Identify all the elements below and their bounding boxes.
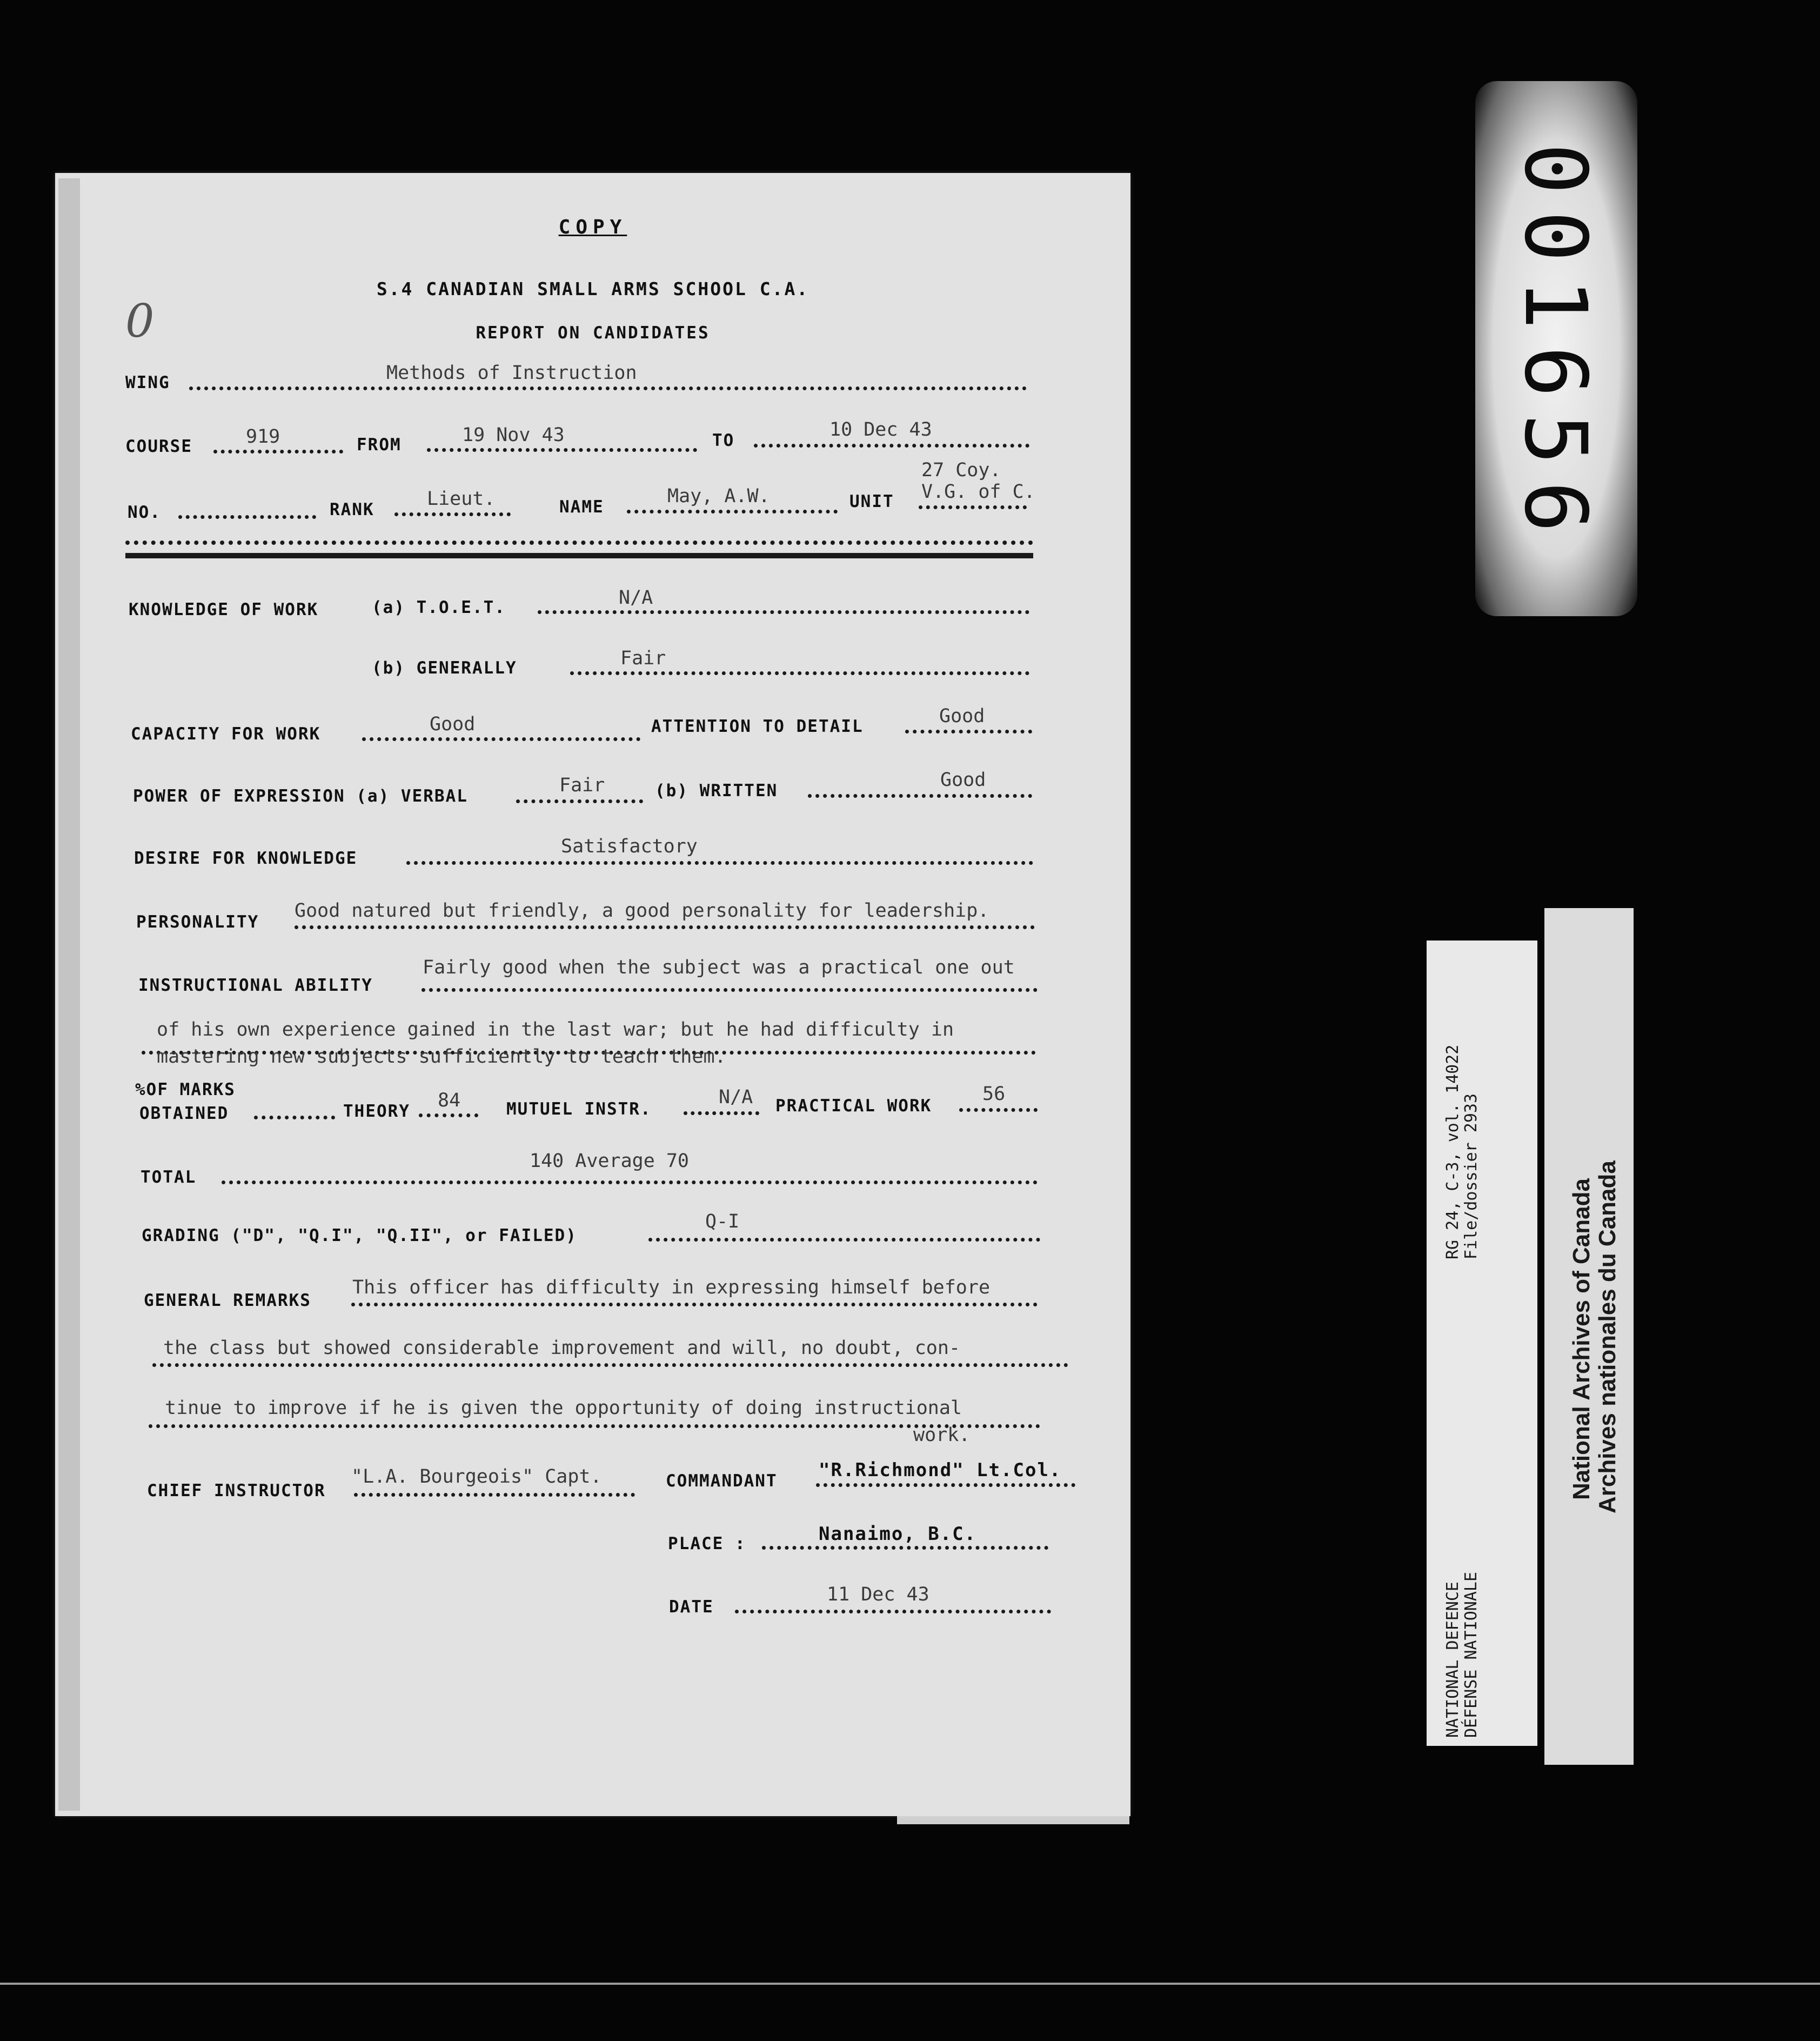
from-value: 19 Nov 43: [462, 424, 565, 446]
dotted-leader: [959, 1108, 1038, 1112]
instructional-ability-line-2: of his own experience gained in the last war; but he had difficulty in: [157, 1019, 954, 1040]
dotted-leader: [905, 730, 1032, 733]
course-value: 919: [246, 426, 280, 448]
dotted-leader: [354, 1493, 635, 1497]
instructional-ability-line-3: mastering new subjects sufficiently to teach them.: [157, 1046, 726, 1068]
date-label: DATE: [669, 1597, 714, 1617]
personality-label: PERSONALITY: [136, 912, 259, 932]
theory-label: THEORY: [343, 1102, 410, 1121]
unit-value-line-2: V.G. of C.: [921, 481, 1035, 503]
separator-tick-row: [125, 541, 1033, 545]
reference-line-3: NATIONAL DEFENCE: [1443, 1582, 1462, 1738]
separator-rule: [125, 553, 1033, 558]
practical-work-value: 56: [982, 1083, 1006, 1105]
dotted-leader: [427, 448, 697, 452]
practical-work-label: PRACTICAL WORK: [775, 1096, 932, 1116]
archive-name-french: Archives nationales du Canada: [1594, 1160, 1621, 1513]
dotted-leader: [362, 737, 640, 741]
dotted-leader: [189, 386, 1027, 390]
mutual-instruction-label: MUTUEL INSTR.: [506, 1099, 652, 1119]
toet-value: N/A: [619, 587, 653, 609]
dotted-leader: [516, 799, 643, 803]
dotted-leader: [406, 861, 1033, 865]
number-label: NO.: [128, 503, 161, 522]
from-label: FROM: [357, 435, 402, 455]
unit-value-line-1: 27 Coy.: [921, 459, 1001, 481]
capacity-for-work-label: CAPACITY FOR WORK: [131, 724, 321, 744]
personality-value: Good natured but friendly, a good personality for leadership.: [295, 900, 989, 922]
place-label: PLACE :: [668, 1534, 746, 1553]
name-value: May, A.W.: [667, 485, 770, 507]
dotted-leader: [152, 1363, 1068, 1367]
power-of-expression-verbal-label: POWER OF EXPRESSION (a) VERBAL: [133, 786, 468, 806]
dotted-leader: [149, 1424, 1040, 1428]
reference-line-2: File/dossier 2933: [1462, 1093, 1481, 1259]
general-remarks-line-3: tinue to improve if he is given the opportunity of doing instructional: [165, 1397, 962, 1419]
dotted-leader: [222, 1180, 1038, 1184]
verbal-value: Fair: [559, 775, 605, 796]
school-heading: S.4 CANADIAN SMALL ARMS SCHOOL C.A.: [376, 278, 809, 299]
rank-value: Lieut.: [427, 488, 496, 510]
dotted-leader: [394, 512, 511, 516]
desire-for-knowledge-value: Satisfactory: [561, 836, 698, 857]
dotted-leader: [808, 794, 1032, 798]
sheet-shadow: [58, 178, 80, 1811]
dotted-leader: [419, 1113, 478, 1117]
reference-line-1: RG 24, C-3, vol. 14022: [1443, 1044, 1462, 1259]
dotted-leader: [570, 671, 1029, 675]
instructional-ability-label: INSTRUCTIONAL ABILITY: [138, 976, 373, 995]
dotted-leader: [295, 925, 1035, 929]
rank-label: RANK: [330, 500, 374, 519]
wing-value: Methods of Instruction: [386, 362, 637, 384]
date-value: 11 Dec 43: [827, 1584, 929, 1605]
commandant-label: COMMANDANT: [666, 1471, 778, 1491]
attention-to-detail-value: Good: [939, 705, 985, 727]
marks-label-line-2: OBTAINED: [139, 1104, 229, 1123]
commandant-value: "R.Richmond" Lt.Col.: [819, 1459, 1062, 1481]
written-value: Good: [940, 769, 986, 791]
total-value: 140 Average 70: [530, 1150, 690, 1172]
film-frame-number: 001656: [1505, 143, 1605, 549]
report-heading: REPORT ON CANDIDATES: [476, 323, 710, 343]
dotted-leader: [254, 1116, 335, 1119]
dotted-leader: [816, 1483, 1075, 1487]
mutual-instruction-value: N/A: [719, 1086, 753, 1108]
wing-label: WING: [125, 373, 170, 392]
general-remarks-line-1: This officer has difficulty in expressing himself before: [352, 1277, 991, 1298]
total-label: TOTAL: [140, 1168, 197, 1187]
to-value: 10 Dec 43: [829, 419, 932, 441]
desire-for-knowledge-label: DESIRE FOR KNOWLEDGE: [134, 849, 358, 868]
copy-heading: COPY: [558, 216, 627, 238]
dotted-leader: [178, 515, 316, 519]
general-remarks-line-4: work.: [913, 1424, 971, 1446]
grading-label: GRADING ("D", "Q.I", "Q.II", or FAILED): [142, 1226, 577, 1245]
generally-label: (b) GENERALLY: [372, 658, 517, 678]
to-label: TO: [712, 431, 735, 450]
instructional-ability-line-1: Fairly good when the subject was a practical one out: [423, 957, 1015, 978]
dotted-leader: [648, 1238, 1040, 1242]
course-label: COURSE: [125, 437, 192, 456]
attention-to-detail-label: ATTENTION TO DETAIL: [651, 717, 864, 736]
name-label: NAME: [559, 497, 604, 517]
dotted-leader: [919, 505, 1027, 509]
dotted-leader: [754, 444, 1029, 448]
general-remarks-label: GENERAL REMARKS: [144, 1291, 311, 1310]
margin-handwritten-mark: 0: [125, 295, 155, 348]
dotted-leader: [627, 510, 838, 513]
chief-instructor-label: CHIEF INSTRUCTOR: [147, 1481, 326, 1500]
dotted-leader: [735, 1610, 1051, 1613]
written-label: (b) WRITTEN: [655, 781, 778, 801]
dotted-leader: [213, 450, 343, 453]
marks-label-line-1: %OF MARKS: [135, 1080, 236, 1099]
unit-label: UNIT: [849, 492, 894, 511]
chief-instructor-value: "L.A. Bourgeois" Capt.: [351, 1466, 602, 1488]
reference-line-4: DÉFENSE NATIONALE: [1462, 1571, 1481, 1738]
place-value: Nanaimo, B.C.: [819, 1523, 977, 1545]
theory-value: 84: [438, 1090, 461, 1111]
dotted-leader: [421, 988, 1038, 992]
dotted-leader: [538, 610, 1029, 614]
general-remarks-line-2: the class but showed considerable improvement and will, no doubt, con-: [163, 1337, 961, 1359]
grading-value: Q-I: [705, 1211, 740, 1232]
dotted-leader: [351, 1303, 1038, 1306]
archive-name-english: National Archives of Canada: [1568, 1178, 1595, 1500]
dotted-leader: [684, 1111, 759, 1115]
toet-label: (a) T.O.E.T.: [372, 598, 506, 617]
knowledge-of-work-label: KNOWLEDGE OF WORK: [129, 600, 319, 619]
generally-value: Fair: [620, 648, 666, 669]
dotted-leader: [762, 1546, 1048, 1550]
capacity-for-work-value: Good: [430, 713, 476, 735]
frame-bottom-line: [0, 1983, 1820, 1985]
